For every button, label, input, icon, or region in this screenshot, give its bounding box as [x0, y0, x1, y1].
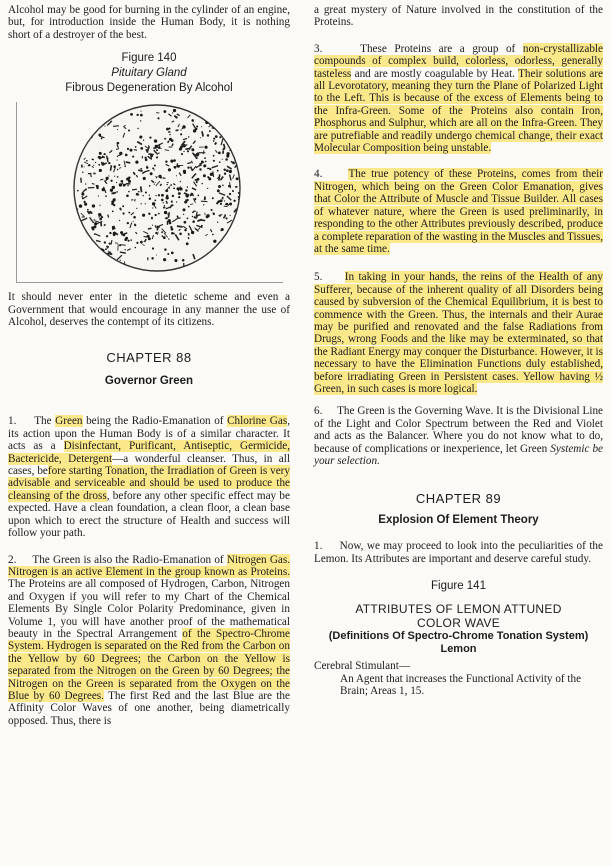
text-run: The Green is the Governing Wave. It is the Divisional Line of the Light and Color Spectrum between the Red and Violet and acts as the Balancer. Where you do not know what to do, because of complications or inexperience, let Green — [314, 405, 604, 455]
paragraph-number: 2. — [8, 553, 17, 566]
attributes-title-line2: COLOR WAVE — [416, 616, 500, 631]
after-figure-paragraph: It should never enter in the dietetic scheme and even a Government that would encourage in any manner the use of Alcohol, deserves the contempt of its citizens. — [8, 291, 290, 329]
paragraph-number: 1. — [314, 540, 323, 553]
attributes-title-line1: ATTRIBUTES OF LEMON ATTUNED — [355, 602, 562, 617]
paragraph-7 — [314, 540, 603, 565]
text-run-italic: Systemic be your selection. — [314, 442, 603, 467]
lemon-label: Lemon — [440, 643, 477, 656]
text-run: , its action upon the Human Body is of a similar character. It acts as a — [8, 415, 290, 453]
highlight: Their solutions are all Levorotatory, meaning they turn the Plane of Polarized Light to the Left. This is because of the excess of Elements being to the Infra-Green. Some of the Proteins also contain Iron, Phosphorus and Sulphur, which are all on the Infra-Green. They are putrefiable and readily undergo chemical change, their exact Molecular Composition being unstable. — [314, 67, 604, 155]
micrograph-image — [17, 102, 283, 282]
text-run: —a wonderful cleanser. Thus, in all cases, be — [8, 452, 290, 478]
text-run: being the Radio-Emanation of — [82, 415, 228, 428]
term-cerebral-stimulant: Cerebral Stimulant— — [314, 660, 411, 673]
text-run: The — [34, 415, 56, 428]
intro-paragraph: Alcohol may be good for burning in the cylinder of an engine, but, for introduction inside the Human Body, it is nothing short of a destroyer of the best. — [8, 4, 290, 41]
continuation-paragraph: a great mystery of Nature involved in the constitution of the Proteins. — [314, 4, 603, 29]
paragraph-number: 4. — [314, 168, 323, 181]
text-run: , before any other specific effect may be expected. Have a clean foundation, a clean floor, a clean base upon which to erect the structure of Health and success will follow your path. — [8, 489, 290, 540]
chapter-89-title: Explosion Of Element Theory — [378, 514, 539, 527]
highlight: Green — [55, 415, 83, 428]
paragraph-number: 6. — [314, 405, 323, 418]
figure-number: Figure 140 — [121, 52, 177, 65]
highlight: of the Spectro-Chrome System. Hydrogen is separated on the Red from the Carbon on the Yellow by 60 Degrees; the Carbon on the Yellow is separated from the Nitrogen on the Green by 60 Degrees; the Nitrogen on the Green is separated from the Oxygen on the Blue by 60 Degrees. — [8, 627, 290, 702]
highlight: Nitrogen Gas. Nitrogen is an active Element in the group known as Proteins. — [8, 553, 291, 578]
chapter-88-heading: CHAPTER 88 — [106, 350, 192, 366]
highlight: Disinfectant, Purificant, Antiseptic, Germicide, Bactericide, Detergent — [8, 440, 290, 465]
chapter-89-heading: CHAPTER 89 — [415, 491, 502, 507]
paragraph-3 — [314, 43, 603, 155]
figure-caption: Fibrous Degeneration By Alcohol — [65, 82, 233, 95]
text-run: and are mostly coagulable by Heat. — [351, 67, 519, 80]
highlight: non-crystallizable compounds of complex build, colorless, odorless, generally tasteless — [314, 42, 603, 80]
highlight: fore starting Tonation, the Irradiation of Green is very advisable and serviceable and should be used to produce the cleansing of the dross — [8, 465, 290, 502]
left-column — [8, 4, 290, 737]
paragraph-6 — [314, 405, 603, 467]
highlight: In taking in your hands, the reins of the Health of any Sufferer, because of the inherent quality of all Disorders being caused by subversion of the Chemical Equilibrium, it is best to commence with the Green. Thus, the internals and their Aurae may be purified and renovated and the false Radiations from Drugs, wrong Foods and the like may be exterminated, so that the Radiant Energy may conquer the Disturbance. However, it is necessary to have the Elimination Functions duly established, before irradiating Green in Persistent cases. Yellow having ½ Green, in such cases is more logical. — [314, 271, 603, 395]
right-column — [314, 4, 603, 697]
figure-141-label: Figure 141 — [431, 580, 486, 593]
paragraph-number: 1. — [8, 415, 17, 428]
highlight: The true potency of these Proteins, comes from their Nitrogen, which being on the Green Color Emanation, gives that Color the Attribute of Muscle and Tissue Builder. All cases of whatever nature, where the Green is used preliminarily, in responding to the other Attributes previously described, produce a complete reparation of the wasting in the Muscles and Tissues, at the same time. — [314, 168, 603, 255]
chapter-88-title: Governor Green — [104, 375, 194, 388]
figure-title: Pituitary Gland — [111, 67, 187, 80]
text-run: The first Red and the last Blue are the Affinity Color Waves of one another, being diametrically opposed. Thus, there is — [8, 689, 290, 727]
paragraph-5 — [314, 271, 603, 395]
pituitary-figure — [16, 102, 283, 283]
paragraph-4 — [314, 168, 603, 255]
text-run: Now, we may proceed to look into the peculiarities of the Lemon. Its Attributes are important and deserve careful study. — [314, 540, 603, 565]
highlight: Chlorine Gas — [227, 415, 288, 428]
paragraph-number: 3. — [314, 42, 323, 55]
term-definition: An Agent that increases the Functional Activity of the Brain; Areas 1, 15. — [340, 672, 582, 698]
paragraph-2 — [8, 554, 290, 728]
paragraph-number: 5. — [314, 271, 323, 284]
text-run: These Proteins are a group of — [360, 42, 523, 55]
paragraph-1 — [8, 415, 290, 539]
text-run: The Green is also the Radio-Emanation of — [32, 553, 227, 566]
definitions-subtitle: (Definitions Of Spectro-Chrome Tonation System) — [328, 630, 589, 643]
text-run: The Proteins are all composed of Hydrogen, Carbon, Nitrogen and Oxygen if you will refer to my Chart of the Chemical Elements By Single Color Polarity Predominance, given in Volume 1, you will have another proof of the mathematical beauty in the Spectral Arrangement — [8, 578, 290, 640]
